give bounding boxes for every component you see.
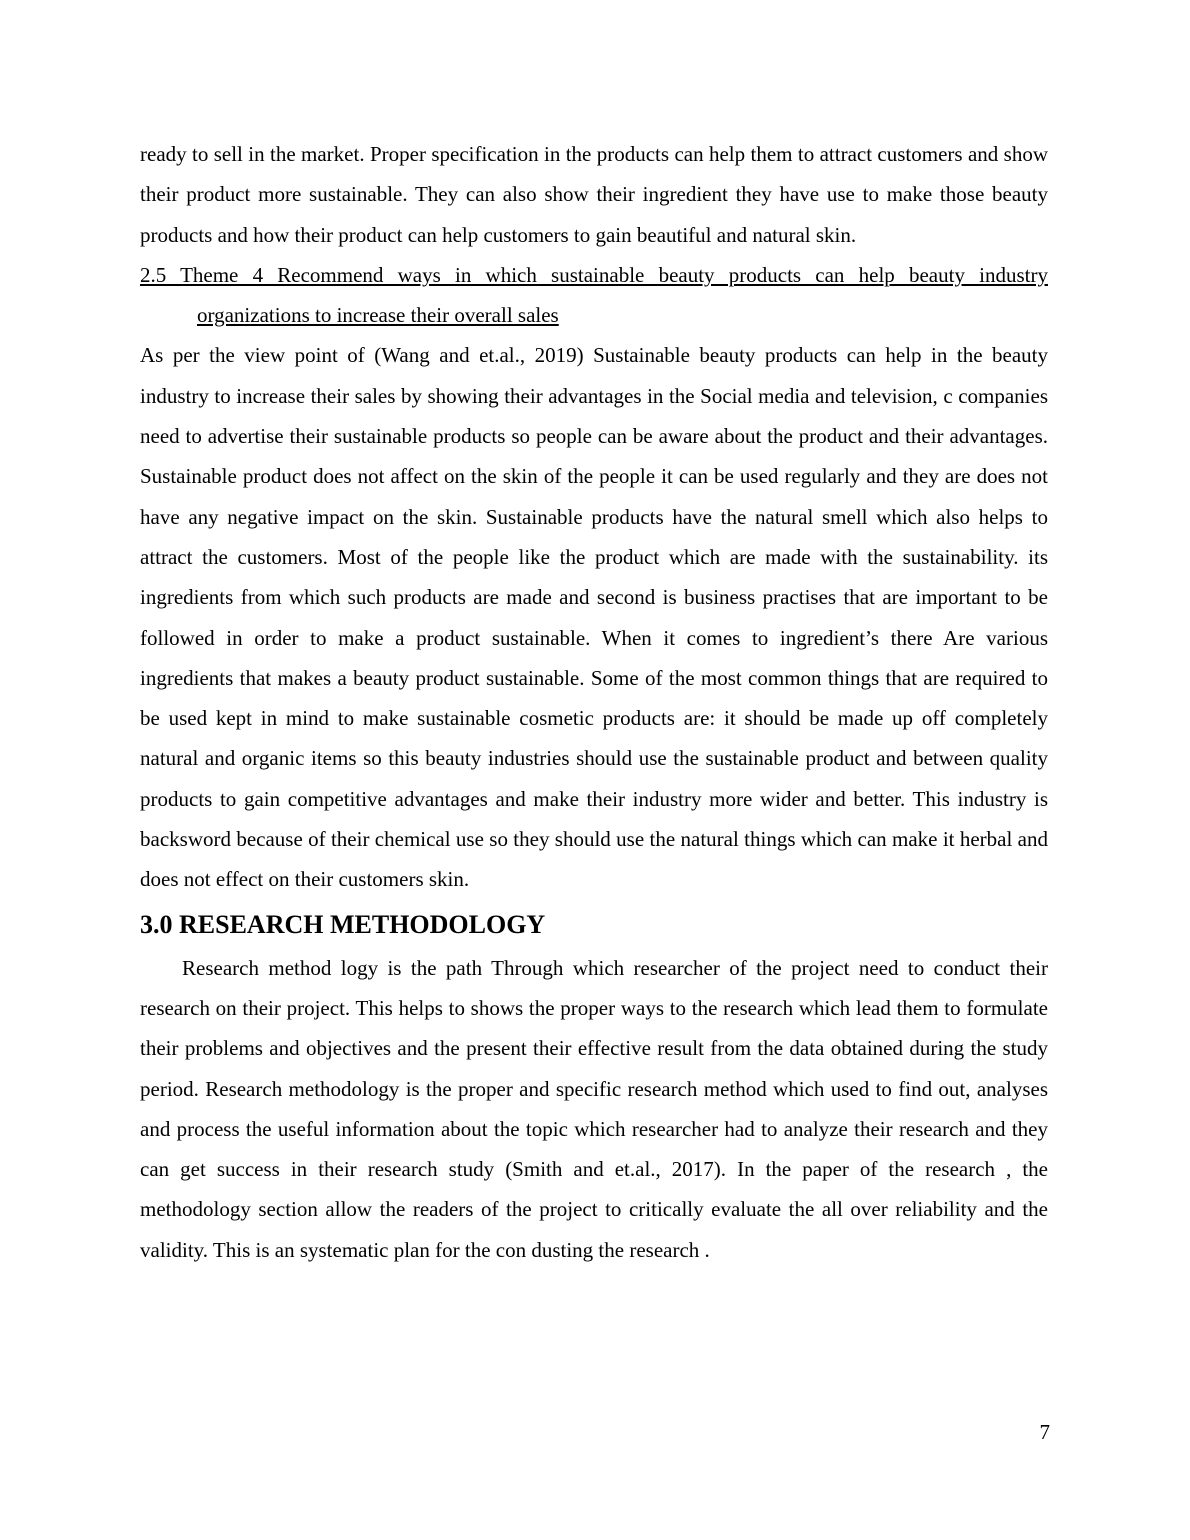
theme4-heading: 2.5 Theme 4 Recommend ways in which sustainable beauty products can help beauty industry organizations to increase their overall sales bbox=[140, 262, 1048, 328]
methodology-heading: 3.0 RESEARCH METHODOLOGY bbox=[140, 909, 546, 939]
methodology-paragraph: Research method logy is the path Through which researcher of the project need to conduct their research on their project. This helps to shows the proper ways to the research which lead them to formulate their problems and objectives and the present their effective result from the data obtained during the study period. Research methodology is the proper and specific research method which used to find out, analyses and process the useful information about the topic which researcher had to analyze their research and they can get success in their research study (Smith and et.al., 2017). In the paper of the research , the methodology section allow the readers of the project to critically evaluate the all over reliability and the validity. This is an systematic plan for the con dusting the research . bbox=[140, 955, 1048, 1262]
page-number: 7 bbox=[1039, 1420, 1050, 1444]
document-page bbox=[140, 134, 1048, 1270]
intro-paragraph: ready to sell in the market. Proper specification in the products can help them to attract customers and show their product more sustainable. They can also show their ingredient they have use to make those beauty products and how their product can help customers to gain beautiful and natural skin. bbox=[140, 142, 1048, 247]
theme4-paragraph: As per the view point of (Wang and et.al., 2019) Sustainable beauty products can help in the beauty industry to increase their sales by showing their advantages in the Social media and television, c companies need to advertise their sustainable products so people can be aware about the product and their advantages. Sustainable product does not affect on the skin of the people it can be used regularly and they are does not have any negative impact on the skin. Sustainable products have the natural smell which also helps to attract the customers. Most of the people like the product which are made with the sustainability. its ingredients from which such products are made and second is business practises that are important to be followed in order to make a product sustainable. When it comes to ingredient’s there Are various ingredients that makes a beauty product sustainable. Some of the most common things that are required to be used kept in mind to make sustainable cosmetic products are: it should be made up off completely natural and organic items so this beauty industries should use the sustainable product and between quality products to gain competitive advantages and make their industry more wider and better. This industry is backsword because of their chemical use so they should use the natural things which can make it herbal and does not effect on their customers skin. bbox=[140, 343, 1048, 892]
